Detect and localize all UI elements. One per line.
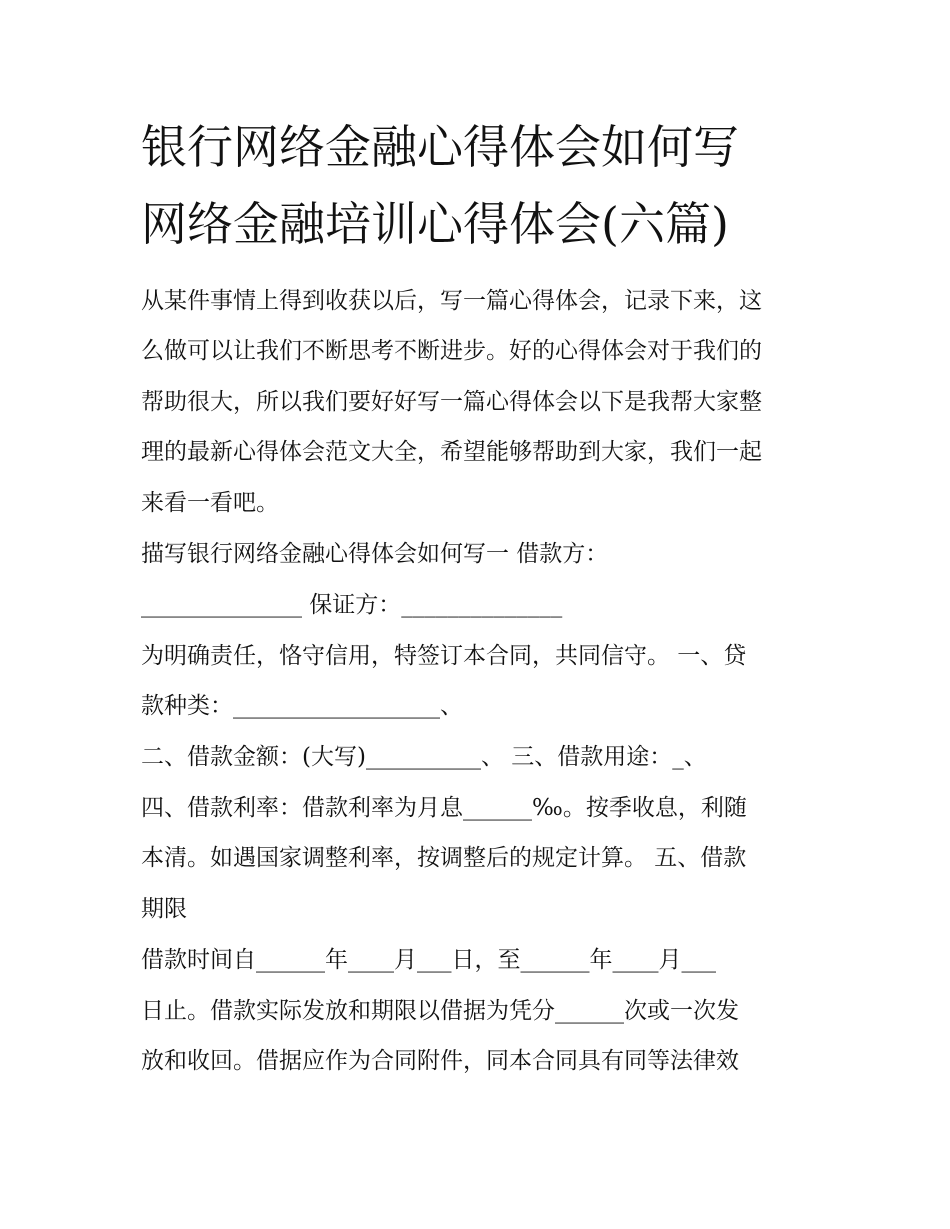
body-line: 借款时间自______年____月___日，至______年____月___ <box>141 947 716 973</box>
body-line: 么做可以让我们不断思考不断进步。好的心得体会对于我们的 <box>141 338 762 364</box>
document-title-line-1: 银行网络金融心得体会如何写 <box>141 120 739 174</box>
body-line: 放和收回。借据应作为合同附件，同本合同具有同等法律效 <box>141 1048 739 1074</box>
body-line: 帮助很大，所以我们要好好写一篇心得体会以下是我帮大家整 <box>141 389 762 415</box>
body-line: 描写银行网络金融心得体会如何写一 借款方： <box>141 541 609 567</box>
body-line: 本清。如遇国家调整利率，按调整后的规定计算。 五、借款 <box>141 845 747 871</box>
body-line: 来看一看吧。 <box>141 490 279 516</box>
body-line: 为明确责任，恪守信用，特签订本合同，共同信守。 一、贷 <box>141 643 747 669</box>
document-title-line-2: 网络金融培训心得体会(六篇) <box>141 197 729 251</box>
body-line: 从某件事情上得到收获以后，写一篇心得体会，记录下来，这 <box>141 288 762 314</box>
body-line: 日止。借款实际发放和期限以借据为凭分______次或一次发 <box>141 998 739 1024</box>
body-line: ______________ 保证方：______________ <box>141 592 563 618</box>
body-line: 款种类：__________________、 <box>141 693 463 719</box>
body-line: 二、借款金额：(大写)__________、 三、借款用途：_、 <box>141 744 707 770</box>
body-line: 理的最新心得体会范文大全，希望能够帮助到大家，我们一起 <box>141 439 762 465</box>
body-line: 期限 <box>141 896 187 922</box>
body-line: 四、借款利率：借款利率为月息______‰。按季收息，利随 <box>141 795 747 821</box>
